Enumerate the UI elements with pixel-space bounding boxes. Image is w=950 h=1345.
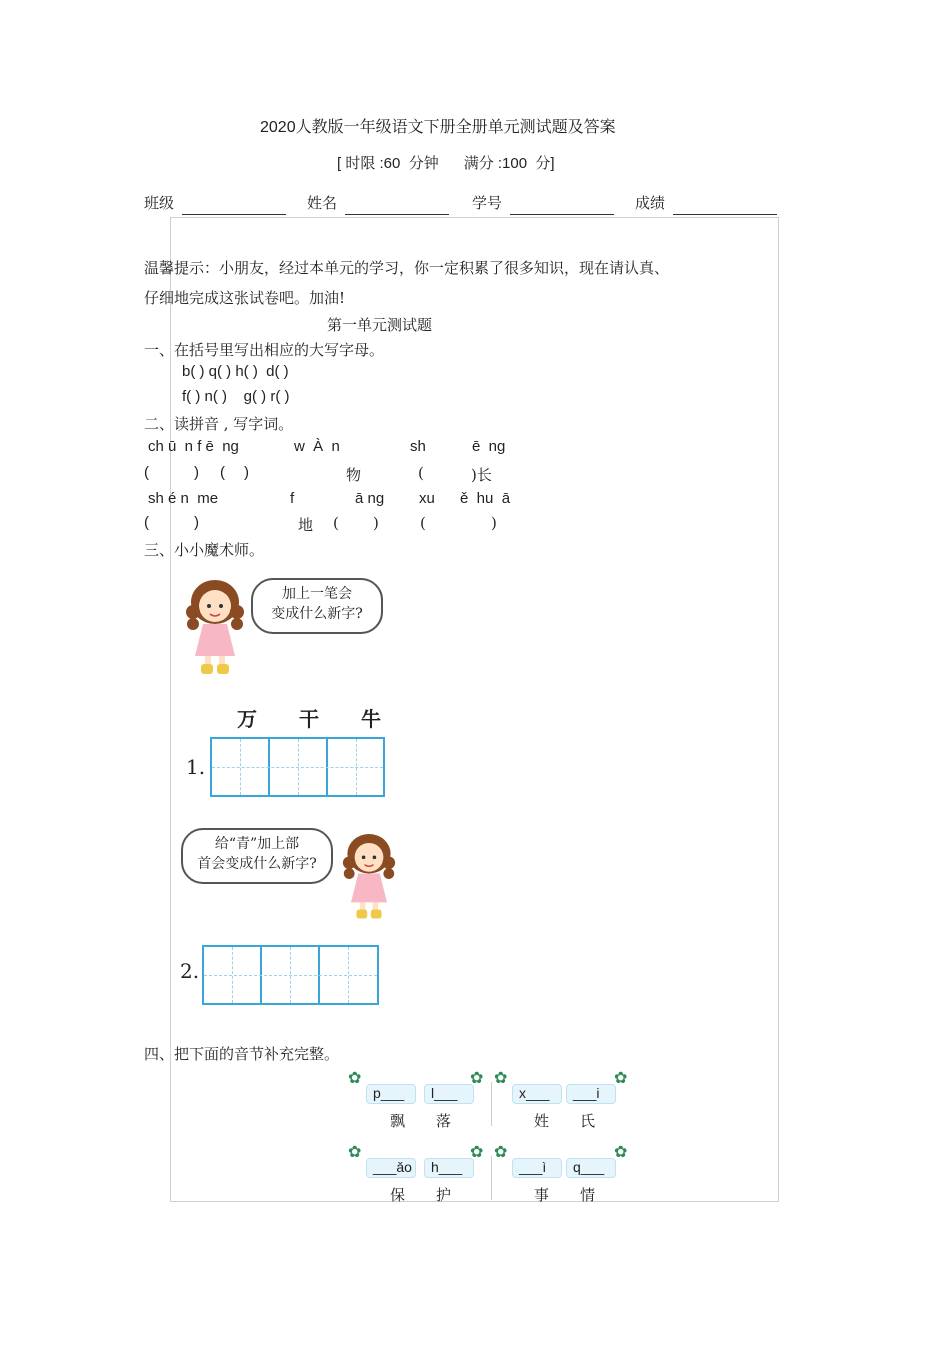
intro-line-1: 温馨提示：小朋友，经过本单元的学习，你一定积累了很多知识，现在请认真、 [144,259,670,277]
answer-paren-close: ) [194,514,199,531]
intro-line-2: 仔细地完成这张试卷吧。加油! [144,289,346,307]
answer-paren-close: ) [244,464,249,481]
pinyin-eng: ē ng [472,438,506,455]
pinyin-sh: sh [410,438,426,455]
syllable-box[interactable]: ___ì [512,1158,562,1178]
q1-row-1: b( ) q( ) h( ) d( ) [182,363,289,380]
char-bao: 保 [390,1186,406,1204]
answer-paren-close: ) [373,514,379,532]
grid-1-number: 1. [186,755,206,779]
syllable-box[interactable]: l___ [424,1084,474,1104]
speech-bubble-2 [181,828,333,884]
field-id-label: 学号 [472,194,503,212]
char-grid-1[interactable] [210,737,385,797]
flower-icon: ✿ [348,1142,362,1161]
answer-paren-open: ( [333,514,339,532]
pinyin-ang: ā ng [355,490,385,507]
answer-paren-open: ( [418,464,424,482]
flower-icon: ✿ [470,1142,484,1161]
girl-illustration-1 [179,572,382,677]
answer-paren-close: ) [194,464,199,481]
q1-heading: 一、在括号里写出相应的大写字母。 [144,341,385,359]
q3-heading: 三、小小魔术师。 [144,541,265,559]
grid-1-char-wan: 万 [237,707,257,731]
speech-bubble-1 [251,578,383,634]
char-shi: 氏 [580,1112,596,1130]
grid-1-char-niu: 牛 [361,707,381,731]
char-shi-affair: 事 [534,1186,550,1204]
flower-icon: ✿ [348,1068,362,1087]
girl-icon [179,572,259,677]
char-xing: 姓 [534,1112,550,1130]
syllable-box[interactable]: ___i [566,1084,616,1104]
pinyin-chunfeng: ch ū n f ē ng [148,438,239,455]
unit-title: 第一单元测试题 [327,316,433,334]
bubble-1-line-2: 变成什么新字? [271,606,363,622]
char-hu: 护 [436,1186,452,1204]
answer-paren-open: ( [144,464,149,481]
grid-1-char-gan: 干 [299,707,319,731]
bubble-2-line-1: 给“青”加上部 [214,836,300,852]
flower-icon: ✿ [470,1068,484,1087]
flower-icon: ✿ [614,1068,628,1087]
answer-paren-open: ( [220,464,225,481]
answer-paren-close-chang: )长 [471,466,492,484]
time-info: [ 时限 :60 分钟 满分 :100 分] [337,155,555,172]
syllable-box[interactable]: q___ [566,1158,616,1178]
girl-icon [333,822,405,926]
flower-icon: ✿ [494,1068,508,1087]
answer-char-di: 地 [298,516,314,534]
field-score-label: 成绩 [635,194,666,212]
flower-icon: ✿ [494,1142,508,1161]
q4-heading: 四、把下面的音节补充完整。 [144,1045,340,1063]
pinyin-shenme: sh é n me [148,490,219,507]
grid-2-number: 2. [180,959,200,983]
bubble-1-line-1: 加上一笔会 [282,586,352,602]
pinyin-xu: xu [419,490,435,507]
char-luo: 落 [436,1112,452,1130]
syllable-box[interactable]: x___ [512,1084,562,1104]
flower-icon: ✿ [614,1142,628,1161]
field-score-blank[interactable] [673,214,777,215]
syllable-group-2 [348,1142,636,1202]
syllable-box[interactable]: ___ǎo [366,1158,416,1178]
pinyin-ehua: ě hu ā [460,490,511,507]
q1-row-2: f( ) n( ) g( ) r( ) [182,388,290,405]
answer-paren-close: ) [491,514,497,532]
girl-illustration-2 [179,822,405,926]
answer-paren-open: ( [144,514,149,531]
char-qing: 情 [580,1186,596,1204]
syllable-group-1 [348,1068,636,1130]
field-name-label: 姓名 [307,194,338,212]
pinyin-wan: w À n [294,438,340,455]
char-piao: 飘 [390,1112,406,1130]
char-grid-2[interactable] [202,945,379,1005]
page-title: 2020人教版一年级语文下册全册单元测试题及答案 [260,119,616,136]
field-name-blank[interactable] [345,214,449,215]
q2-heading: 二、读拼音 , 写字词。 [144,415,294,433]
field-id-blank[interactable] [510,214,614,215]
char-grid-1-area [179,697,396,805]
field-class-label: 班级 [144,194,175,212]
bubble-2-line-2: 首会变成什么新字? [197,856,317,872]
field-class-blank[interactable] [182,214,286,215]
char-grid-2-area [172,937,389,1010]
answer-char-wu: 物 [346,466,362,484]
syllable-box[interactable]: h___ [424,1158,474,1178]
syllable-box[interactable]: p___ [366,1084,416,1104]
pinyin-f: f [290,490,295,507]
answer-paren-open: ( [420,514,426,532]
